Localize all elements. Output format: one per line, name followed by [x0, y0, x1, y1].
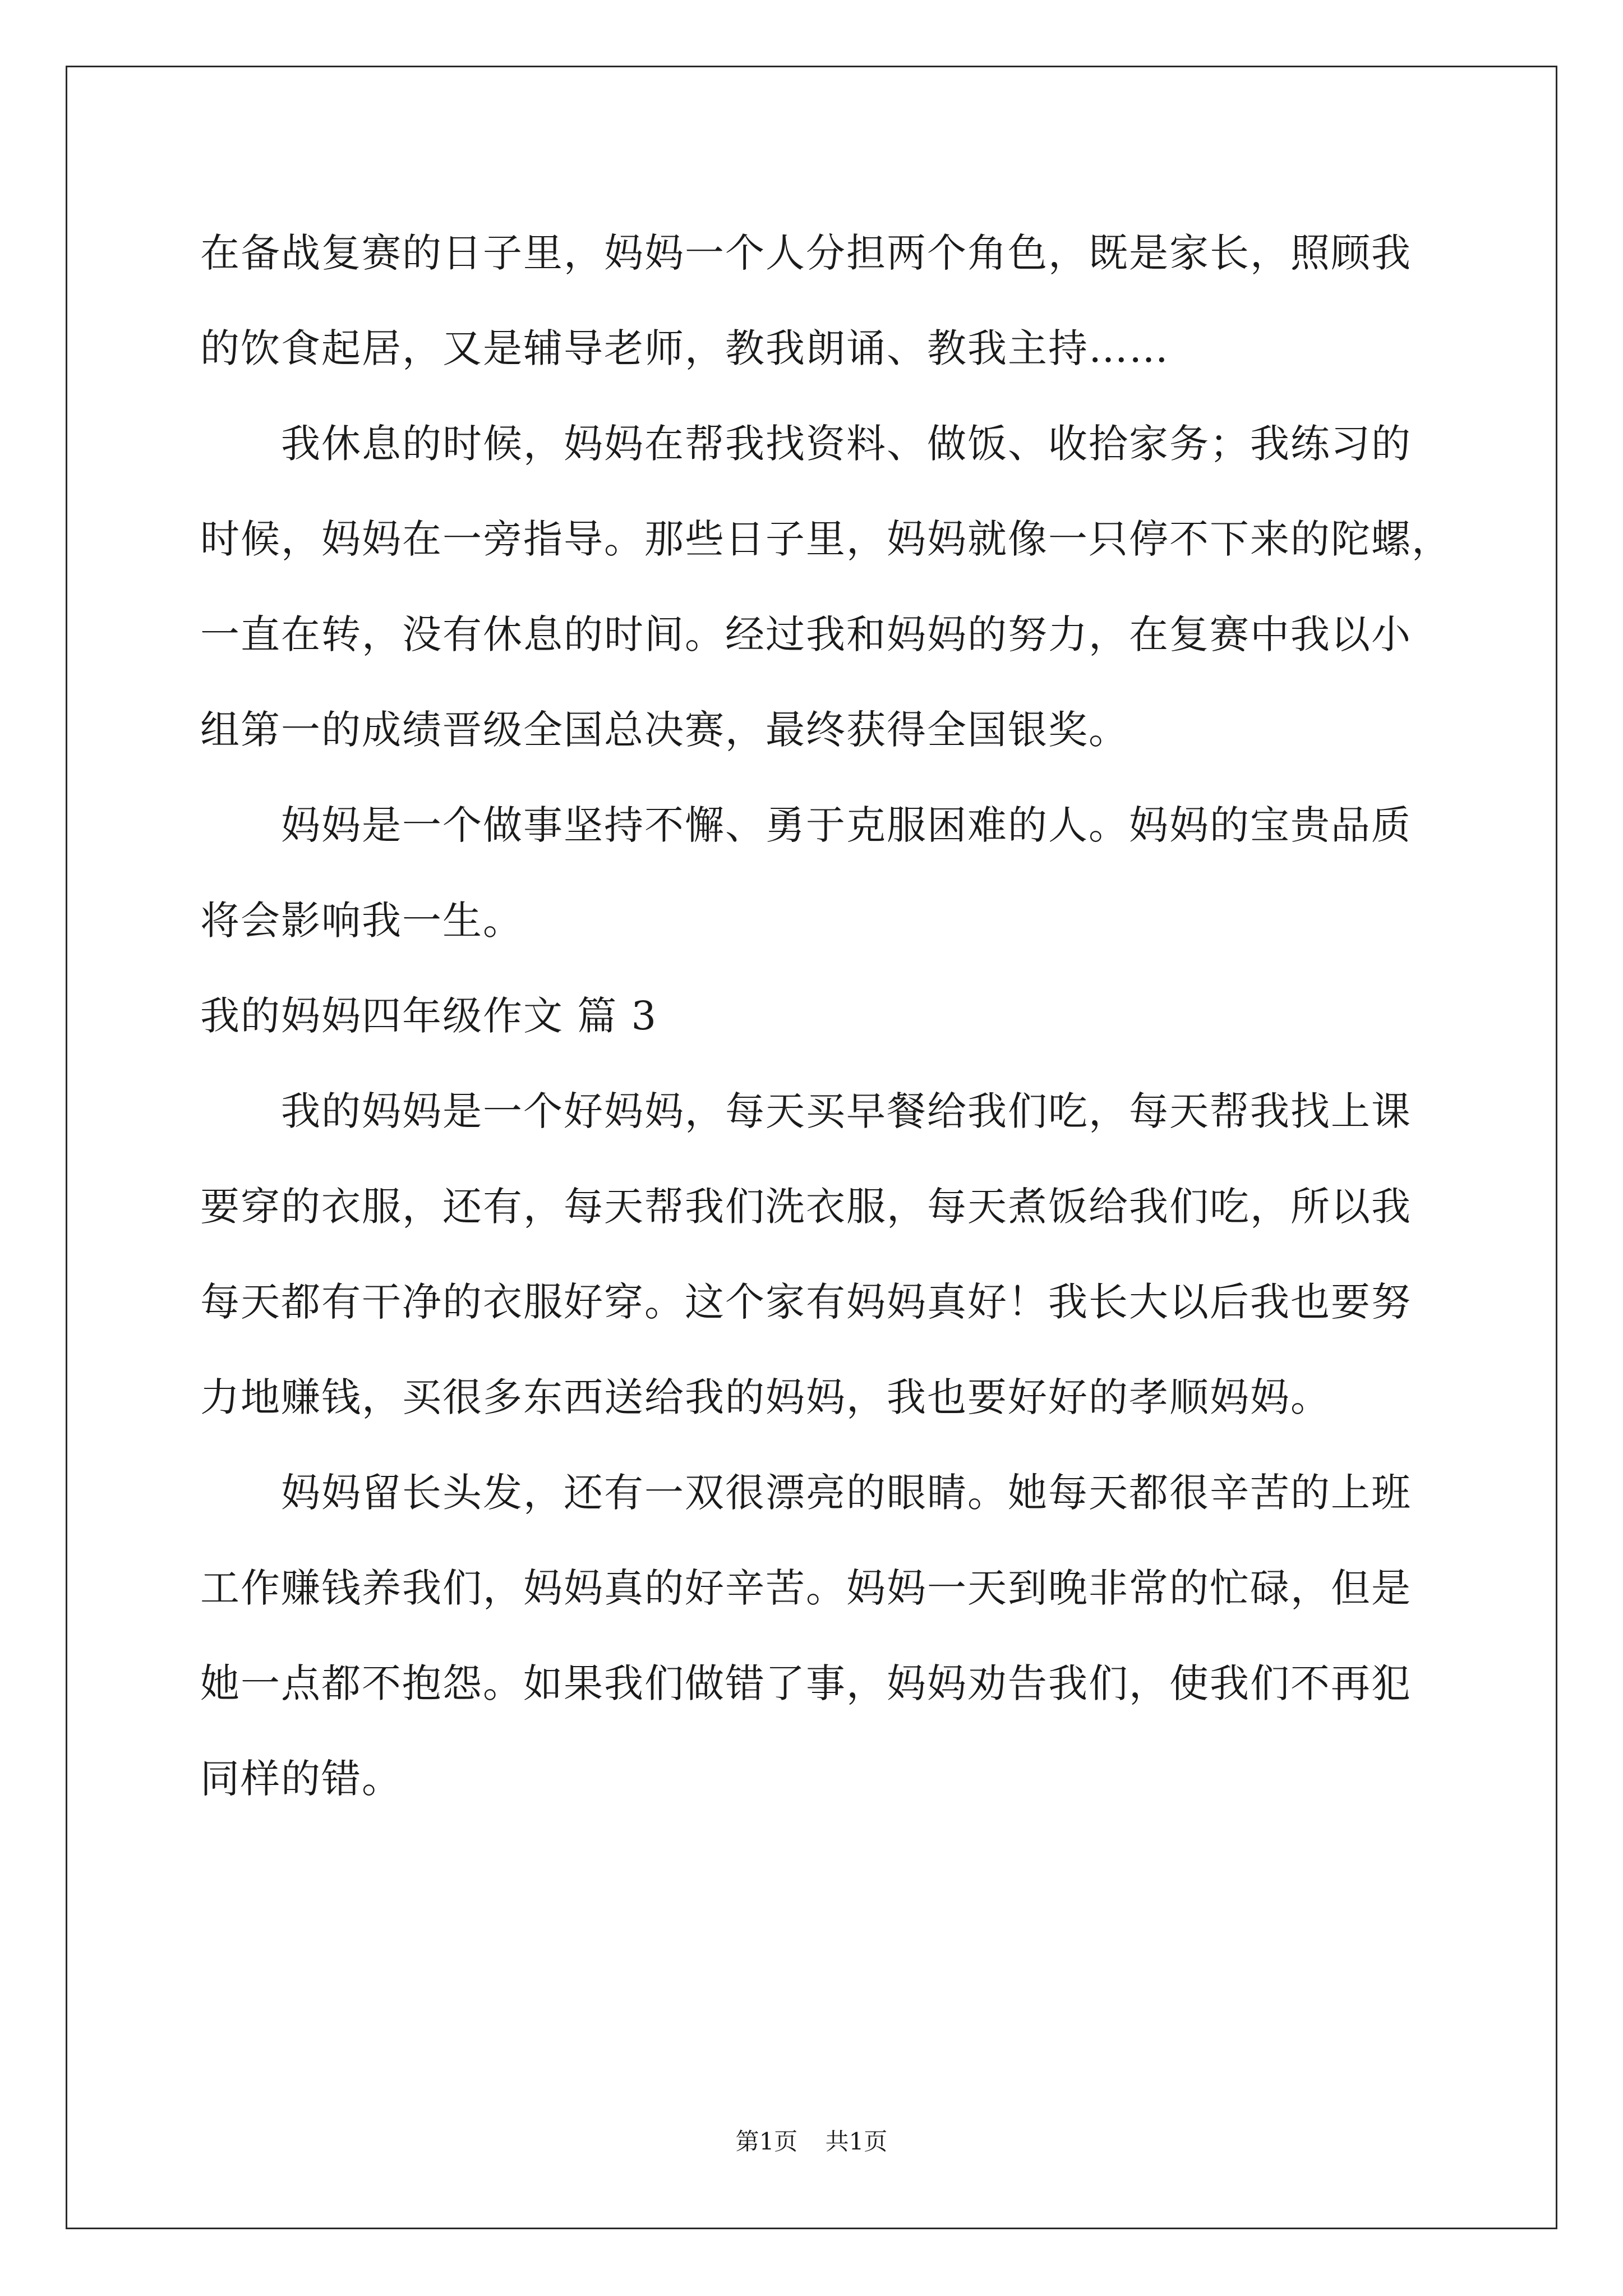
body-line: 我的妈妈是一个好妈妈，每天买早餐给我们吃，每天帮我找上课: [200, 1088, 1412, 1134]
body-line: 时候，妈妈在一旁指导。那些日子里，妈妈就像一只停不下来的陀螺，: [200, 516, 1452, 562]
body-line: 将会影响我一生。: [200, 898, 523, 944]
body-line: 在备战复赛的日子里，妈妈一个人分担两个角色，既是家长，照顾我: [200, 230, 1412, 276]
body-line: 力地赚钱，买很多东西送给我的妈妈，我也要好好的孝顺妈妈。: [200, 1374, 1331, 1420]
body-line: 同样的错。: [200, 1756, 402, 1802]
body-line: 妈妈是一个做事坚持不懈、勇于克服困难的人。妈妈的宝贵品质: [200, 802, 1412, 848]
body-line: 工作赚钱养我们，妈妈真的好辛苦。妈妈一天到晚非常的忙碌，但是: [200, 1565, 1412, 1611]
body-line: 组第一的成绩晋级全国总决赛，最终获得全国银奖。: [200, 707, 1129, 753]
document-body: [200, 205, 1452, 1826]
body-line: 的饮食起居，又是辅导老师，教我朗诵、教我主持……: [200, 325, 1169, 371]
body-line: 一直在转，没有休息的时间。经过我和妈妈的努力，在复赛中我以小: [200, 611, 1412, 657]
page-number-current: 第1页: [735, 2128, 798, 2155]
body-line: 要穿的衣服，还有，每天帮我们洗衣服，每天煮饭给我们吃，所以我: [200, 1184, 1412, 1230]
body-line: 妈妈留长头发，还有一双很漂亮的眼睛。她每天都很辛苦的上班: [200, 1470, 1412, 1516]
page-number-total: 共1页: [825, 2128, 888, 2155]
page-footer: [0, 2123, 1623, 2157]
body-line: 她一点都不抱怨。如果我们做错了事，妈妈劝告我们，使我们不再犯: [200, 1660, 1412, 1706]
body-line: 每天都有干净的衣服好穿。这个家有妈妈真好！我长大以后我也要努: [200, 1279, 1412, 1325]
section-heading: 我的妈妈四年级作文 篇 3: [200, 993, 658, 1039]
body-line: 我休息的时候，妈妈在帮我找资料、做饭、收拾家务；我练习的: [200, 421, 1412, 467]
